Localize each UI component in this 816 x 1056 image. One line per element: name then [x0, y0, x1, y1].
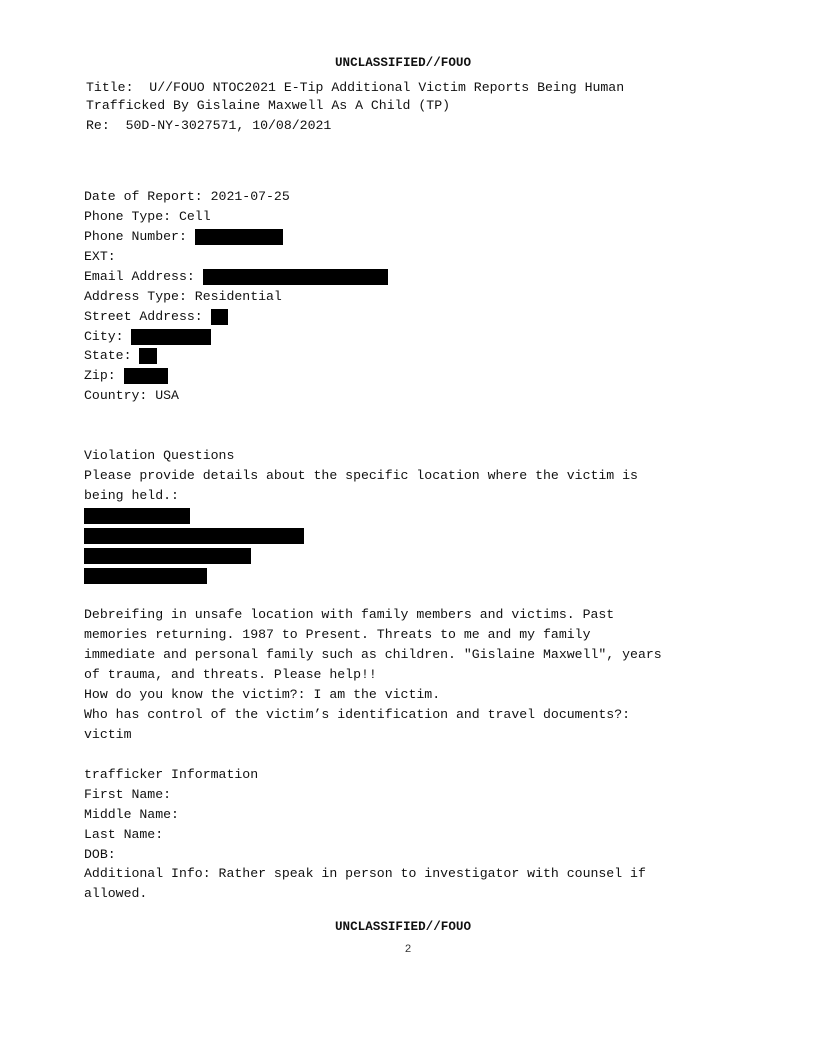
narrative-line-2: memories returning. 1987 to Present. Threats to me and my family — [84, 627, 591, 642]
street-address-row — [84, 307, 228, 327]
title-line-1: Title: U//FOUO NTOC2021 E-Tip Additional Victim Reports Being Human — [86, 80, 625, 95]
zip-row — [84, 366, 168, 386]
first-name: First Name: — [84, 787, 172, 802]
page-number: 2 — [404, 944, 412, 956]
state-label: State: — [84, 348, 140, 363]
city-redaction — [131, 329, 211, 345]
email-label: Email Address: — [84, 269, 203, 284]
additional-info-line-1: Additional Info: Rather speak in person to investigator with counsel if — [84, 866, 646, 881]
documents-control-line-2: victim — [84, 727, 132, 742]
classification-marking-top: UNCLASSIFIED//FOUO — [334, 56, 472, 70]
additional-info-line-2: allowed. — [84, 886, 148, 901]
violation-heading: Violation Questions — [84, 448, 235, 463]
location-redaction-3 — [84, 548, 251, 564]
state-row — [84, 346, 157, 366]
dob: DOB: — [84, 847, 116, 862]
email-row — [84, 267, 388, 287]
trafficker-heading: trafficker Information — [84, 767, 259, 782]
street-address-redaction — [211, 309, 228, 325]
phone-number-label: Phone Number: — [84, 229, 195, 244]
narrative-line-4: of trauma, and threats. Please help!! — [84, 667, 377, 682]
city-label: City: — [84, 329, 132, 344]
location-redaction-2 — [84, 528, 304, 544]
middle-name: Middle Name: — [84, 807, 179, 822]
location-redaction-4 — [84, 568, 207, 584]
title-line-2: Trafficked By Gislaine Maxwell As A Child (TP) — [86, 98, 451, 113]
phone-number-redaction — [195, 229, 283, 245]
city-row — [84, 327, 211, 347]
classification-marking-bottom: UNCLASSIFIED//FOUO — [334, 920, 472, 934]
phone-type: Phone Type: Cell — [84, 209, 211, 224]
zip-redaction — [124, 368, 168, 384]
state-redaction — [139, 348, 157, 364]
street-address-label: Street Address: — [84, 309, 211, 324]
address-type: Address Type: Residential — [84, 289, 282, 304]
phone-number-row — [84, 227, 283, 247]
last-name: Last Name: — [84, 827, 164, 842]
date-of-report: Date of Report: 2021-07-25 — [84, 189, 290, 204]
ext-label: EXT: — [84, 249, 116, 264]
how-know-victim: How do you know the victim?: I am the victim. — [84, 687, 441, 702]
country: Country: USA — [84, 388, 179, 403]
location-question-line-1: Please provide details about the specific location where the victim is — [84, 468, 638, 483]
narrative-line-1: Debreifing in unsafe location with family members and victims. Past — [84, 607, 615, 622]
reference-line: Re: 50D-NY-3027571, 10/08/2021 — [86, 118, 332, 133]
location-question-line-2: being held.: — [84, 488, 179, 503]
documents-control-line-1: Who has control of the victim’s identification and travel documents?: — [84, 707, 631, 722]
narrative-line-3: immediate and personal family such as children. "Gislaine Maxwell", years — [84, 647, 662, 662]
email-redaction — [203, 269, 388, 285]
zip-label: Zip: — [84, 368, 124, 383]
location-redaction-1 — [84, 508, 190, 524]
